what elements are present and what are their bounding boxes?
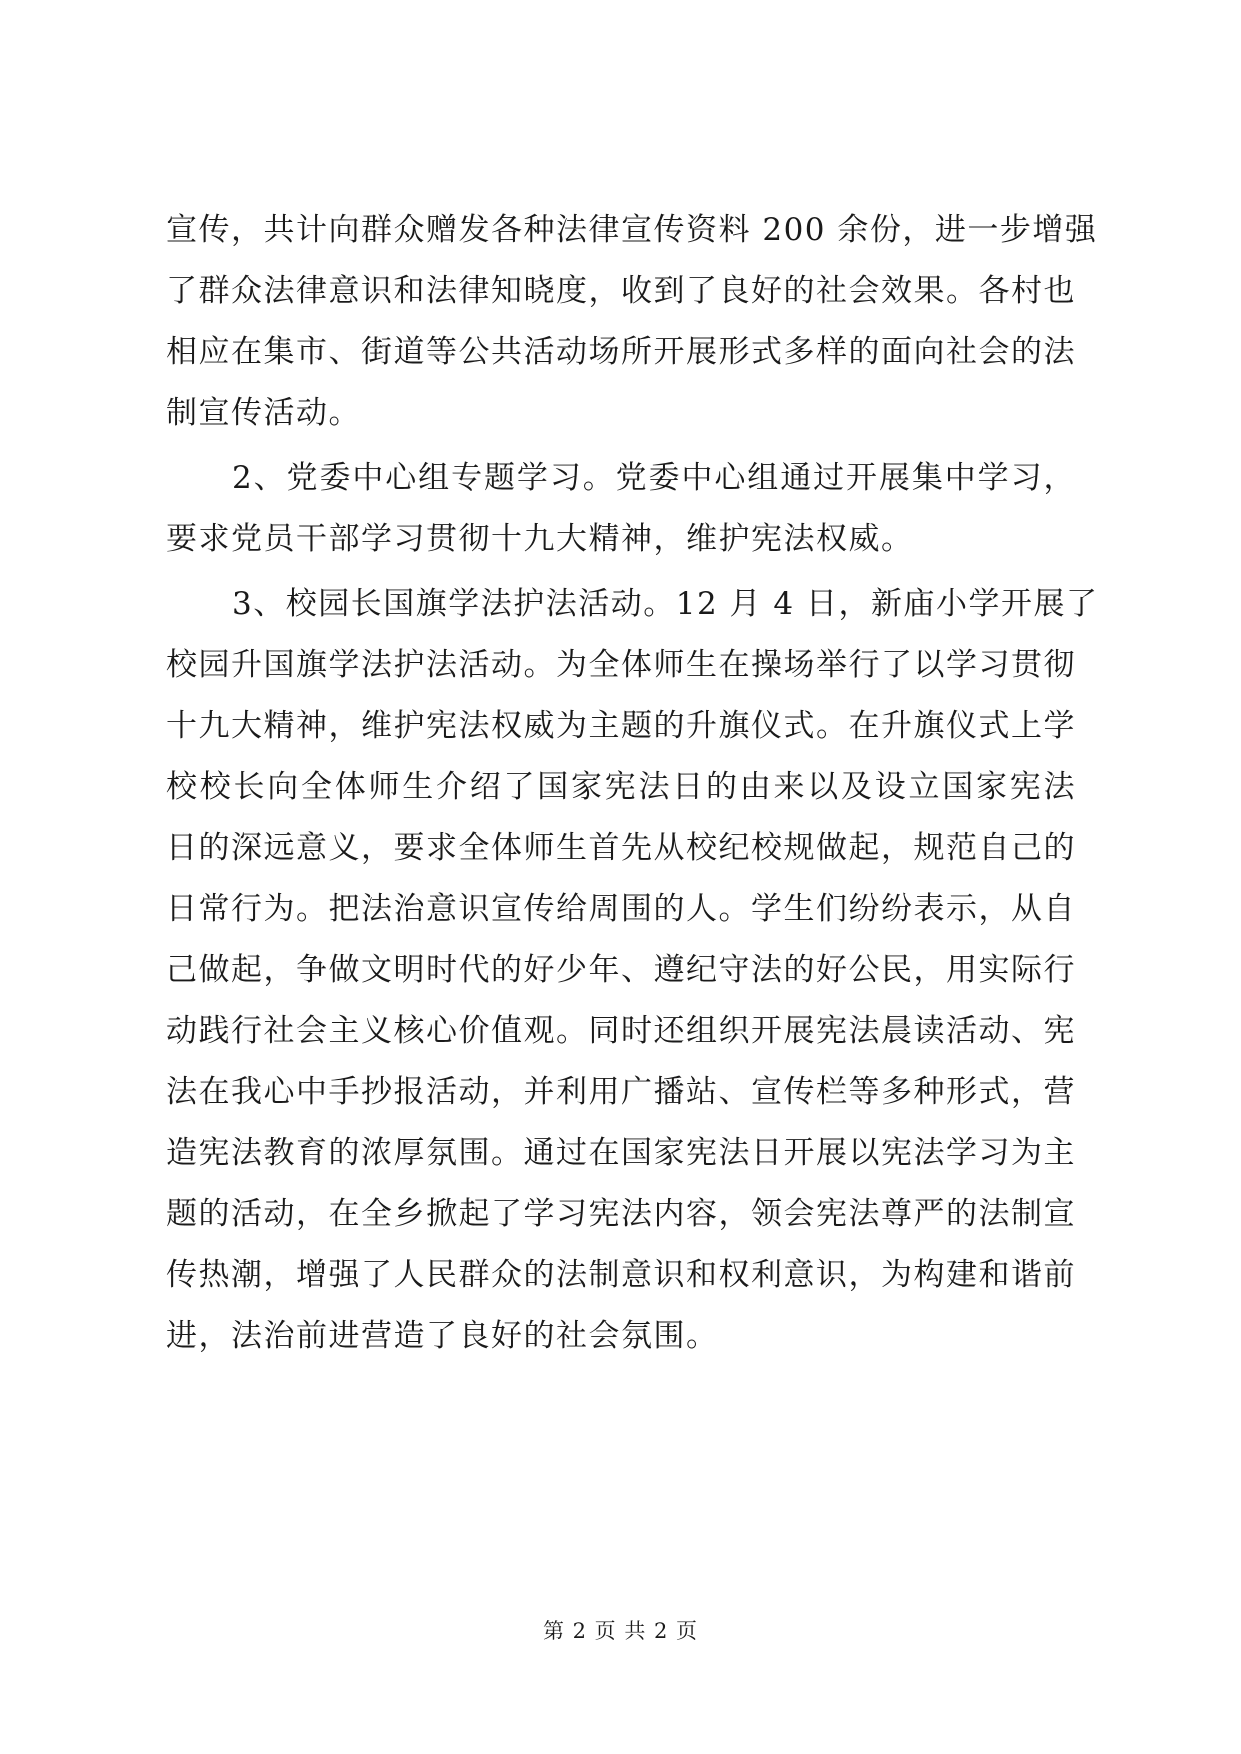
paragraph-line: 日的深远意义，要求全体师生首先从校纪校规做起，规范自己的	[166, 830, 1076, 866]
paragraph-2	[166, 448, 1076, 570]
paragraph-line: 题的活动，在全乡掀起了学习宪法内容，领会宪法尊严的法制宣	[166, 1196, 1076, 1232]
paragraph-line: 己做起，争做文明时代的好少年、遵纪守法的好公民，用实际行	[166, 952, 1076, 988]
paragraph-1	[166, 200, 1098, 444]
paragraph-line: 相应在集市、街道等公共活动场所开展形式多样的面向社会的法	[166, 334, 1076, 370]
paragraph-line: 十九大精神，维护宪法权威为主题的升旗仪式。在升旗仪式上学	[166, 708, 1076, 744]
document-body	[166, 200, 1099, 1367]
paragraph-line: 造宪法教育的浓厚氛围。通过在国家宪法日开展以宪法学习为主	[166, 1135, 1076, 1171]
paragraph-line: 日常行为。把法治意识宣传给周围的人。学生们纷纷表示，从自	[166, 891, 1076, 927]
paragraph-line: 宣传，共计向群众赠发各种法律宣传资料 200 余份，进一步增强	[166, 212, 1098, 248]
paragraph-line: 校校长向全体师生介绍了国家宪法日的由来以及设立国家宪法	[166, 769, 1076, 805]
paragraph-line: 动践行社会主义核心价值观。同时还组织开展宪法晨读活动、宪	[166, 1013, 1076, 1049]
paragraph-line: 2、党委中心组专题学习。党委中心组通过开展集中学习，	[232, 460, 1076, 496]
page-number-footer: 第 2 页 共 2 页	[542, 1619, 699, 1643]
paragraph-line: 制宣传活动。	[166, 395, 361, 431]
paragraph-line: 进，法治前进营造了良好的社会氛围。	[166, 1318, 719, 1354]
paragraph-line: 了群众法律意识和法律知晓度，收到了良好的社会效果。各村也	[166, 273, 1076, 309]
paragraph-3	[166, 574, 1099, 1367]
paragraph-line: 传热潮，增强了人民群众的法制意识和权利意识，为构建和谐前	[166, 1257, 1076, 1293]
paragraph-line: 要求党员干部学习贯彻十九大精神，维护宪法权威。	[166, 521, 914, 557]
paragraph-line: 法在我心中手抄报活动，并利用广播站、宣传栏等多种形式，营	[166, 1074, 1076, 1110]
paragraph-line: 3、校园长国旗学法护法活动。12 月 4 日，新庙小学开展了	[232, 586, 1099, 622]
paragraph-line: 校园升国旗学法护法活动。为全体师生在操场举行了以学习贯彻	[166, 647, 1076, 683]
